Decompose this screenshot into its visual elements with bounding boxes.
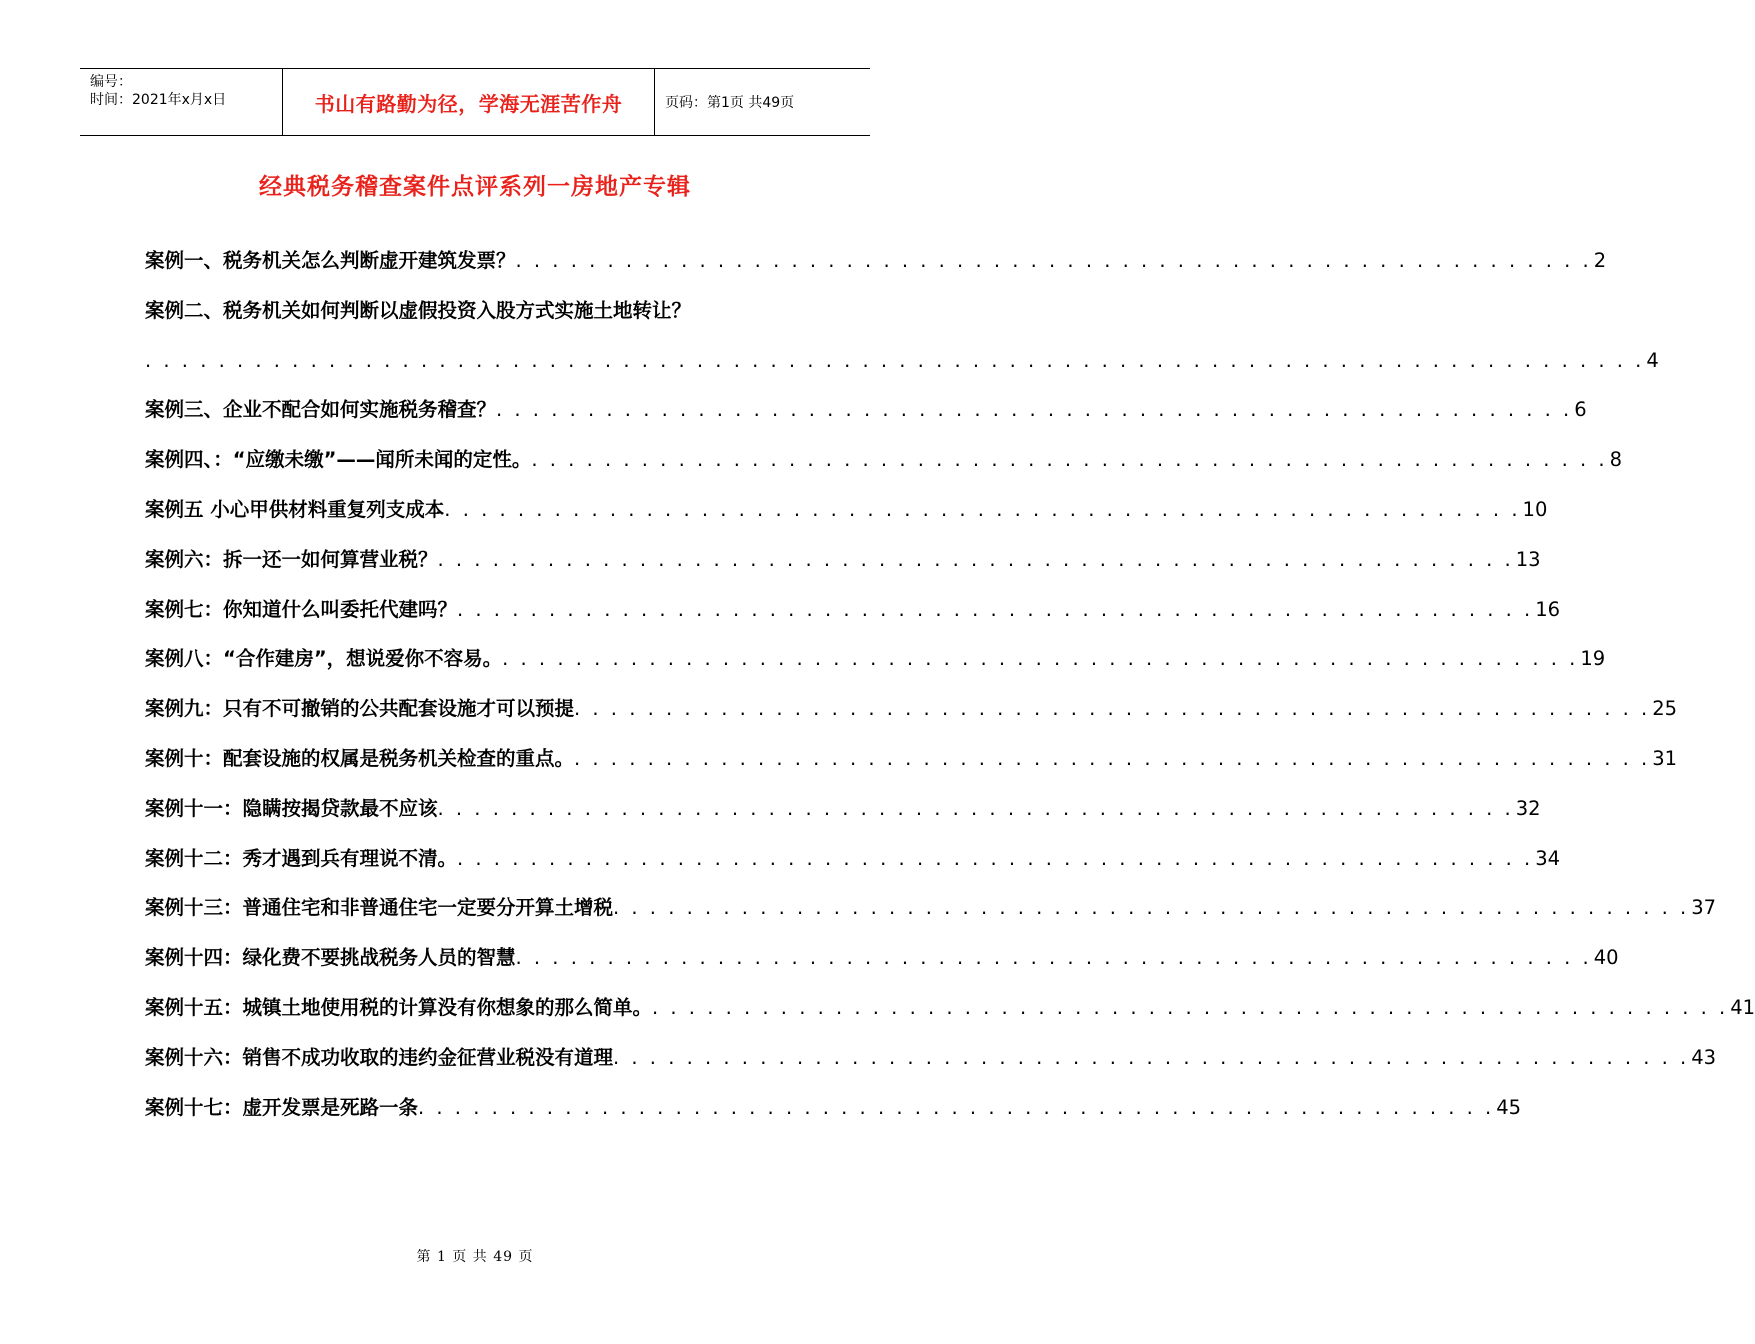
toc-entry-page[interactable]: 4 <box>1646 348 1659 372</box>
toc-entry-title[interactable]: 案例十七：虚开发票是死路一条 <box>145 1095 419 1119</box>
toc-entry-title[interactable]: 案例六：拆一还一如何算营业税？ <box>145 547 438 571</box>
toc-entry-title[interactable]: 案例八：“合作建房”，想说爱你不容易。 <box>145 647 503 671</box>
toc-leader-dots: . . . . . . . . . . . . . . . . . . . . . . . . . . . . . . . . . . . . . . . . . . . . . . . . . . . . . . . . . . . <box>437 796 1514 820</box>
toc-entry-page[interactable]: 40 <box>1593 946 1619 970</box>
toc-entry-page[interactable]: 37 <box>1691 896 1717 920</box>
toc-entry[interactable] <box>145 883 1717 933</box>
toc-entry-page[interactable]: 2 <box>1593 249 1607 272</box>
toc-entry[interactable] <box>145 1033 1717 1083</box>
motto-text: 书山有路勤为径，学海无涯苦作舟 <box>314 91 623 116</box>
header-page-info: 页码：第1页 共49页 <box>665 95 795 111</box>
toc-entry-title[interactable]: 案例四、：“应缴未缴”——闻所未闻的定性。 <box>145 448 532 472</box>
toc-entry-page[interactable]: 16 <box>1535 597 1561 621</box>
toc-leader-dots: . . . . . . . . . . . . . . . . . . . . . . . . . . . . . . . . . . . . . . . . . . . . . . . . . . . . . . . . . . . . . . . . . . . . . . . . . . . . . . . . . . <box>145 348 1645 372</box>
toc-entry-page[interactable]: 6 <box>1574 398 1587 422</box>
toc-leader-dots: . . . . . . . . . . . . . . . . . . . . . . . . . . . . . . . . . . . . . . . . . . . . . . . . . . . . . . . . . . . <box>515 249 1592 272</box>
toc-entry-title[interactable]: 案例十一：隐瞒按揭贷款最不应该 <box>145 796 438 820</box>
toc-entry[interactable] <box>145 684 1678 734</box>
toc-leader-dots: . . . . . . . . . . . . . . . . . . . . . . . . . . . . . . . . . . . . . . . . . . . . . . . . . . . . . . . . . . . <box>515 946 1592 970</box>
toc-entry-title[interactable]: 案例十四：绿化费不要挑战税务人员的智慧 <box>145 946 516 970</box>
toc-entry-title[interactable]: 案例十二：秀才遇到兵有理说不清。 <box>145 846 458 870</box>
toc-entry-page[interactable]: 34 <box>1535 846 1561 870</box>
toc-entry-page[interactable]: 10 <box>1522 497 1548 521</box>
header-meta-cell <box>80 69 282 135</box>
toc-entry[interactable] <box>145 983 1755 1033</box>
toc-entry-page[interactable]: 41 <box>1730 995 1755 1019</box>
toc-entry[interactable] <box>145 286 1659 386</box>
toc-entry[interactable] <box>145 485 1548 535</box>
toc-entry-title[interactable]: 案例十三：普通住宅和非普通住宅一定要分开算土增税 <box>145 896 614 920</box>
toc-entry-title[interactable]: 案例十五：城镇土地使用税的计算没有你想象的那么简单。 <box>145 995 653 1019</box>
toc-entry-title[interactable]: 案例七：你知道什么叫委托代建吗？ <box>145 597 458 621</box>
toc-entry-title[interactable]: 案例十：配套设施的权属是税务机关检查的重点。 <box>145 746 575 770</box>
toc-entry-page[interactable]: 19 <box>1580 647 1606 671</box>
toc-entry[interactable] <box>145 1083 1522 1133</box>
toc-entry[interactable] <box>145 585 1561 635</box>
toc-entry[interactable] <box>145 933 1619 983</box>
toc-entry[interactable] <box>145 834 1561 884</box>
document-title: 经典税务稽查案件点评系列一房地产专辑 <box>259 174 691 200</box>
toc-entry[interactable] <box>145 236 1607 286</box>
header-page-cell <box>655 69 870 135</box>
table-of-contents <box>145 236 1755 1132</box>
toc-leader-dots: . . . . . . . . . . . . . . . . . . . . . . . . . . . . . . . . . . . . . . . . . . . . . . . . . . . . . . . . . . . <box>652 995 1729 1019</box>
toc-leader-dots: . . . . . . . . . . . . . . . . . . . . . . . . . . . . . . . . . . . . . . . . . . . . . . . . . . . . . . . . . . . <box>613 1045 1690 1069</box>
toc-entry[interactable] <box>145 734 1678 784</box>
toc-leader-dots: . . . . . . . . . . . . . . . . . . . . . . . . . . . . . . . . . . . . . . . . . . . . . . . . . . . . . . . . . . . <box>457 846 1534 870</box>
toc-entry[interactable] <box>145 435 1623 485</box>
toc-leader-dots: . . . . . . . . . . . . . . . . . . . . . . . . . . . . . . . . . . . . . . . . . . . . . . . . . . . . . . . . . . . <box>444 497 1521 521</box>
toc-leader-dots: . . . . . . . . . . . . . . . . . . . . . . . . . . . . . . . . . . . . . . . . . . . . . . . . . . . . . . . . . . . <box>574 746 1651 770</box>
toc-leader-dots: . . . . . . . . . . . . . . . . . . . . . . . . . . . . . . . . . . . . . . . . . . . . . . . . . . . . . . . . . . . <box>613 896 1690 920</box>
toc-entry-page[interactable]: 8 <box>1609 448 1623 472</box>
toc-entry-title[interactable]: 案例五 小心甲供材料重复列支成本 <box>145 497 445 521</box>
toc-entry-page[interactable]: 13 <box>1515 547 1541 571</box>
toc-entry-page[interactable]: 25 <box>1652 697 1678 721</box>
toc-leader-dots: . . . . . . . . . . . . . . . . . . . . . . . . . . . . . . . . . . . . . . . . . . . . . . . . . . . . . . . . . . . <box>437 547 1514 571</box>
toc-entry[interactable] <box>145 385 1587 435</box>
serial-label: 编号： <box>90 74 132 90</box>
header-motto-cell <box>282 69 655 135</box>
toc-leader-dots: . . . . . . . . . . . . . . . . . . . . . . . . . . . . . . . . . . . . . . . . . . . . . . . . . . . . . . . . . . . <box>531 448 1608 472</box>
toc-entry[interactable] <box>145 634 1606 684</box>
toc-entry-title[interactable]: 案例三、企业不配合如何实施税务稽查？ <box>145 398 497 422</box>
toc-entry[interactable] <box>145 784 1541 834</box>
date-label: 时间：2021年x月x日 <box>90 92 227 108</box>
toc-leader-dots: . . . . . . . . . . . . . . . . . . . . . . . . . . . . . . . . . . . . . . . . . . . . . . . . . . . . . . . . . . . <box>574 697 1651 721</box>
toc-leader-dots: . . . . . . . . . . . . . . . . . . . . . . . . . . . . . . . . . . . . . . . . . . . . . . . . . . . . . . . . . . . <box>496 398 1573 422</box>
toc-entry-title[interactable]: 案例一、税务机关怎么判断虚开建筑发票？ <box>145 249 516 272</box>
toc-entry-page[interactable]: 45 <box>1496 1095 1522 1119</box>
toc-entry-page[interactable]: 32 <box>1515 796 1541 820</box>
toc-entry-title[interactable]: 案例九：只有不可撤销的公共配套设施才可以预提 <box>145 697 575 721</box>
toc-leader-dots: . . . . . . . . . . . . . . . . . . . . . . . . . . . . . . . . . . . . . . . . . . . . . . . . . . . . . . . . . . . <box>418 1095 1495 1119</box>
toc-entry-title[interactable]: 案例二、税务机关如何判断以虚假投资入股方式实施土地转让？ <box>145 298 692 322</box>
toc-entry-title[interactable]: 案例十六：销售不成功收取的违约金征营业税没有道理 <box>145 1045 614 1069</box>
toc-entry-page[interactable]: 31 <box>1652 746 1678 770</box>
toc-leader-dots: . . . . . . . . . . . . . . . . . . . . . . . . . . . . . . . . . . . . . . . . . . . . . . . . . . . . . . . . . . . <box>502 647 1579 671</box>
toc-entry-page[interactable]: 43 <box>1691 1045 1717 1069</box>
toc-entry[interactable] <box>145 535 1541 585</box>
page-footer: 第 1 页 共 49 页 <box>416 1249 534 1265</box>
document-header <box>80 68 870 136</box>
toc-leader-dots: . . . . . . . . . . . . . . . . . . . . . . . . . . . . . . . . . . . . . . . . . . . . . . . . . . . . . . . . . . . <box>457 597 1534 621</box>
